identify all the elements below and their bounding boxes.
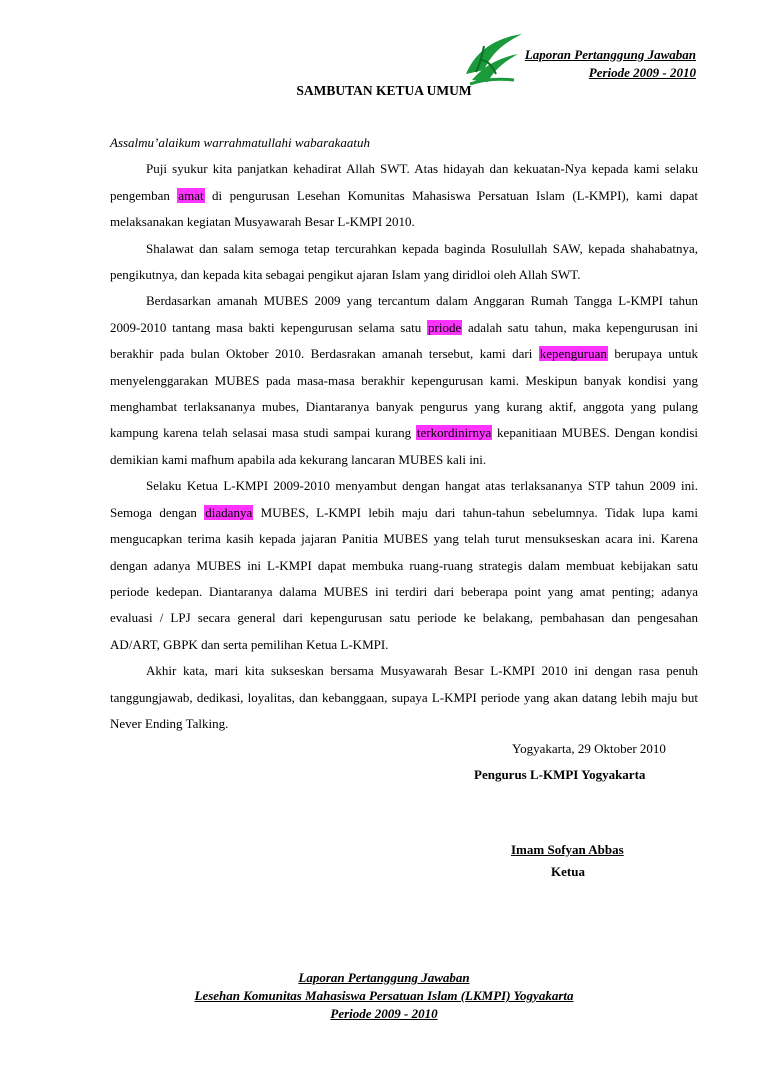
paragraph-5: Akhir kata, mari kita sukseskan bersama Musyawarah Besar L-KMPI 2010 ini dengan rasa penuh tanggungjawab, dedikasi, loyalitas, dan kebanggaan, supaya L-KMPI periode yang akan datang lebih maju but Never Ending Talking. — [110, 663, 698, 731]
text-run: Selaku Ketua L-KMPI 2009-2010 menyambut dengan hangat atas terlaksananya STP tahun 2009 ini. Semoga dengan — [110, 478, 698, 520]
place-date: Yogyakarta, 29 Oktober 2010 — [512, 741, 666, 756]
signatory-name: Imam Sofyan Abbas — [511, 842, 624, 857]
text-run: MUBES, L-KMPI lebih maju dari tahun-tahun sebelumnya. Tidak lupa kami mengucapkan terima kasih kepada jajaran Panitia MUBES yang telah turut mensukseskan acara ini. Karena dengan adanya MUBES ini L-KMPI dapat membuka ruang-ruang strategis dalam membuat kebijakan satu periode kedepan. Diantaranya dalama MUBES ini terdiri dari beberapa point yang amat penting; adanya evaluasi / LPJ secara general dari kepengurusan satu periode ke belakang, pembahasan dan pengesahan AD/ART, GBPK dan serta pemilihan Ketua L-KMPI. — [110, 504, 698, 652]
paragraph-3 — [110, 288, 698, 473]
text-run: berupaya untuk menyelenggarakan MUBES pada masa-masa berakhir kepengurusan kami. Meskipun banyak kondisi yang menghambat terlaksananya mubes, Diantaranya banyak pengurus yang kurang aktif, anggota yang pulang kampung karena telah selasai masa studi sampai kurang — [110, 346, 698, 441]
paragraph-4 — [110, 473, 698, 658]
highlight: terkordinirnya — [416, 425, 492, 441]
text-run: Puji syukur kita panjatkan kehadirat Allah SWT. Atas hidayah dan kekuatan-Nya kepada kami selaku pengemban — [110, 161, 698, 203]
paragraph-2: Shalawat dan salam semoga tetap tercurahkan kepada baginda Rosulullah SAW, kepada shahabatnya, pengikutnya, dan kepada kita sebagai pengikut ajaran Islam yang diridloi oleh Allah SWT. — [110, 240, 698, 283]
highlight: amat — [178, 187, 204, 203]
signature-org: Pengurus L-KMPI Yogyakarta — [474, 767, 646, 782]
footer-line-2: Lesehan Komunitas Mahasiswa Persatuan Islam (LKMPI) Yogyakarta — [194, 988, 574, 1003]
letter-body — [110, 130, 698, 737]
page-title: SAMBUTAN KETUA UMUM — [296, 83, 472, 98]
header-period: Periode 2009 - 2010 — [588, 65, 696, 80]
text-run: Berdasarkan amanah MUBES 2009 yang tercantum dalam Anggaran Rumah Tangga L-KMPI tahun 2009-2010 tantang masa bakti kepengurusan selama satu — [110, 293, 698, 335]
greeting: Assalmu’alaikum warrahmatullahi wabarakaatuh — [110, 135, 371, 150]
text-run: adalah satu tahun, maka kepengurusan ini berakhir pada bulan Oktober 2010. Berdasrakan amanah tersebut, kami dari — [110, 319, 698, 362]
text-run: di pengurusan Lesehan Komunitas Mahasiswa Persatuan Islam (L-KMPI), kami dapat melaksanakan kegiatan Musyawarah Besar L-KMPI 2010. — [110, 187, 699, 230]
text-run: kepanitiaan MUBES. Dengan kondisi demikian kami mafhum apabila ada kekurang lancaran MUBES kali ini. — [110, 425, 698, 467]
footer-line-1: Laporan Pertanggung Jawaban — [298, 970, 470, 985]
highlight: diadanya — [205, 504, 253, 520]
header-report-title: Laporan Pertanggung Jawaban — [524, 47, 696, 62]
paragraph-1 — [110, 156, 698, 235]
highlight: priode — [428, 319, 462, 335]
highlight: kepenguruan — [539, 346, 607, 362]
lkmpi-logo-icon — [462, 30, 524, 86]
footer-line-3: Periode 2009 - 2010 — [330, 1006, 438, 1021]
signatory-role: Ketua — [551, 864, 585, 879]
